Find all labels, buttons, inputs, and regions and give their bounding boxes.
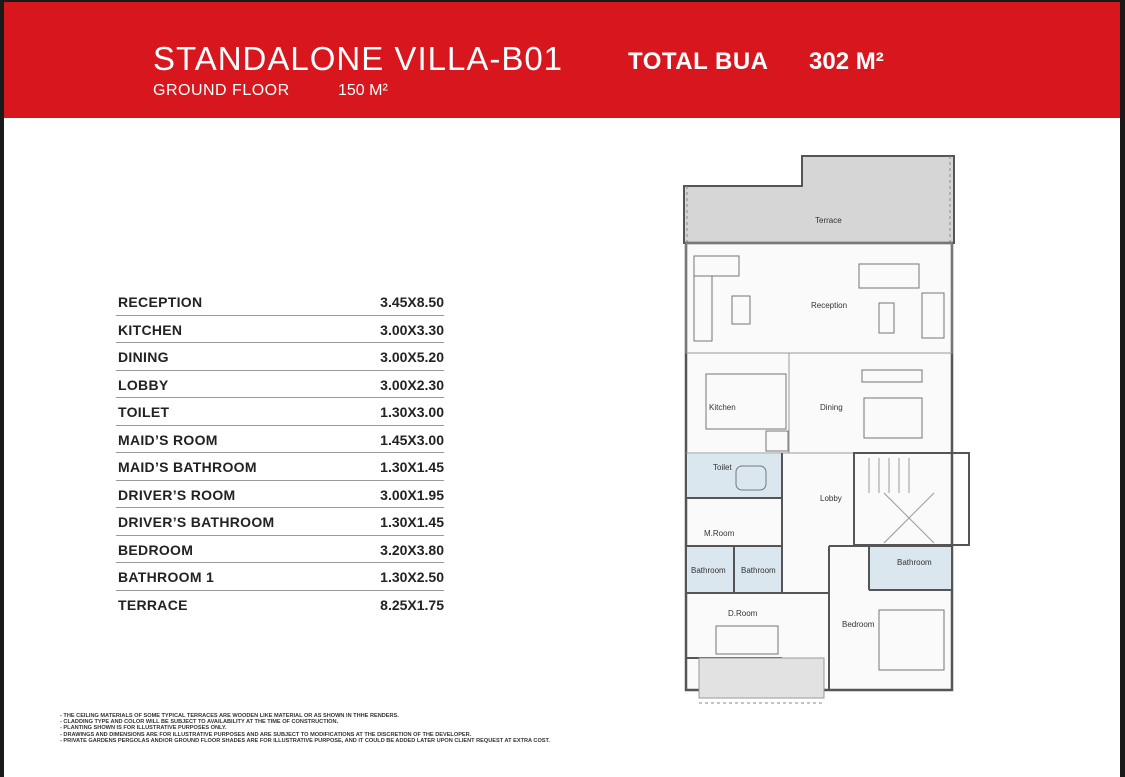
room-row — [116, 591, 444, 618]
label-toilet: Toilet — [713, 463, 732, 472]
room-dimension: 1.30X1.45 — [380, 459, 444, 475]
note-line: - PRIVATE GARDENS PERGOLAS AND/OR GROUND FLOOR SHADES ARE FOR ILLUSTRATIVE PURPOSE, AND IT COULD BE ADDED LATER UPON CLIENT REQUEST AT EXTRA COST. — [60, 737, 550, 744]
room-name: KITCHEN — [118, 321, 183, 338]
note-line: - PLANTING SHOWN IS FOR ILLUSTRATIVE PURPOSES ONLY. — [60, 725, 227, 732]
room-row — [116, 536, 444, 564]
room-dimension: 1.30X1.45 — [380, 514, 444, 530]
room-schedule — [116, 288, 444, 617]
villa-title: STANDALONE VILLA-B01 — [153, 40, 564, 77]
room-dimension: 1.45X3.00 — [380, 431, 444, 448]
terrace-area — [684, 156, 954, 243]
room-name: DINING — [118, 349, 169, 365]
room-dimension: 3.45X8.50 — [380, 294, 444, 310]
label-bathroom-driver: Bathroom — [741, 566, 776, 575]
label-bathroom-maid: Bathroom — [691, 566, 726, 575]
room-name: TOILET — [118, 404, 170, 420]
label-kitchen: Kitchen — [709, 403, 736, 412]
brochure-sheet — [4, 2, 1120, 777]
room-dimension: 1.30X3.00 — [380, 404, 444, 420]
room-name: LOBBY — [118, 376, 169, 393]
room-row — [116, 371, 444, 399]
room-name: MAID’S ROOM — [118, 431, 218, 448]
label-terrace: Terrace — [815, 216, 842, 225]
room-row — [116, 426, 444, 454]
label-reception: Reception — [811, 301, 848, 310]
room-name: BEDROOM — [118, 541, 194, 558]
exterior-walk — [699, 658, 824, 703]
room-row — [116, 508, 444, 536]
label-bathroom-bedroom: Bathroom — [897, 558, 932, 567]
total-bua-label: TOTAL BUA — [628, 48, 769, 75]
label-mroom: M.Room — [704, 529, 735, 538]
total-bua-value: 302 M² — [809, 48, 884, 75]
room-dimension: 3.00X5.20 — [380, 349, 444, 365]
floor-area: 150 M² — [338, 82, 388, 99]
room-row — [116, 288, 444, 316]
floor-plan — [674, 148, 974, 708]
room-dimension: 3.00X2.30 — [380, 376, 444, 393]
room-name: RECEPTION — [118, 294, 203, 310]
label-dining: Dining — [820, 403, 843, 412]
floor-label: GROUND FLOOR — [153, 82, 290, 99]
room-dimension: 8.25X1.75 — [380, 596, 444, 613]
label-lobby: Lobby — [820, 494, 842, 503]
room-name: MAID’S BATHROOM — [118, 459, 257, 475]
label-bedroom: Bedroom — [842, 620, 875, 629]
room-name: TERRACE — [118, 596, 188, 613]
header-banner — [4, 2, 1120, 118]
room-row — [116, 563, 444, 591]
room-row — [116, 453, 444, 481]
room-dimension: 1.30X2.50 — [380, 569, 444, 585]
note-line: - CLADDING TYPE AND COLOR WILL BE SUBJECT TO AVAILABILITY AT THE TIME OF CONSTRUCTION. — [60, 719, 339, 726]
note-line: - THE CEILING MATERIALS OF SOME TYPICAL TERRACES ARE WOODEN LIKE MATERIAL OR AS SHOWN IN THHE RENDERS. — [60, 713, 399, 719]
room-row — [116, 481, 444, 509]
room-dimension: 3.00X3.30 — [380, 321, 444, 338]
note-line: - DRAWINGS AND DIMENSIONS ARE FOR ILLUSTRATIVE PURPOSES AND ARE SUBJECT TO MODIFICATIONS AT THE DISCRETION OF THE DEVELOPER. — [60, 731, 472, 738]
room-name: DRIVER’S ROOM — [118, 486, 236, 503]
disclaimer-notes — [60, 713, 680, 744]
label-droom: D.Room — [728, 609, 758, 618]
room-name: DRIVER’S BATHROOM — [118, 514, 275, 530]
room-dimension: 3.20X3.80 — [380, 541, 444, 558]
room-row — [116, 343, 444, 371]
room-row — [116, 316, 444, 344]
room-row — [116, 398, 444, 426]
room-dimension: 3.00X1.95 — [380, 486, 444, 503]
room-name: BATHROOM 1 — [118, 569, 215, 585]
